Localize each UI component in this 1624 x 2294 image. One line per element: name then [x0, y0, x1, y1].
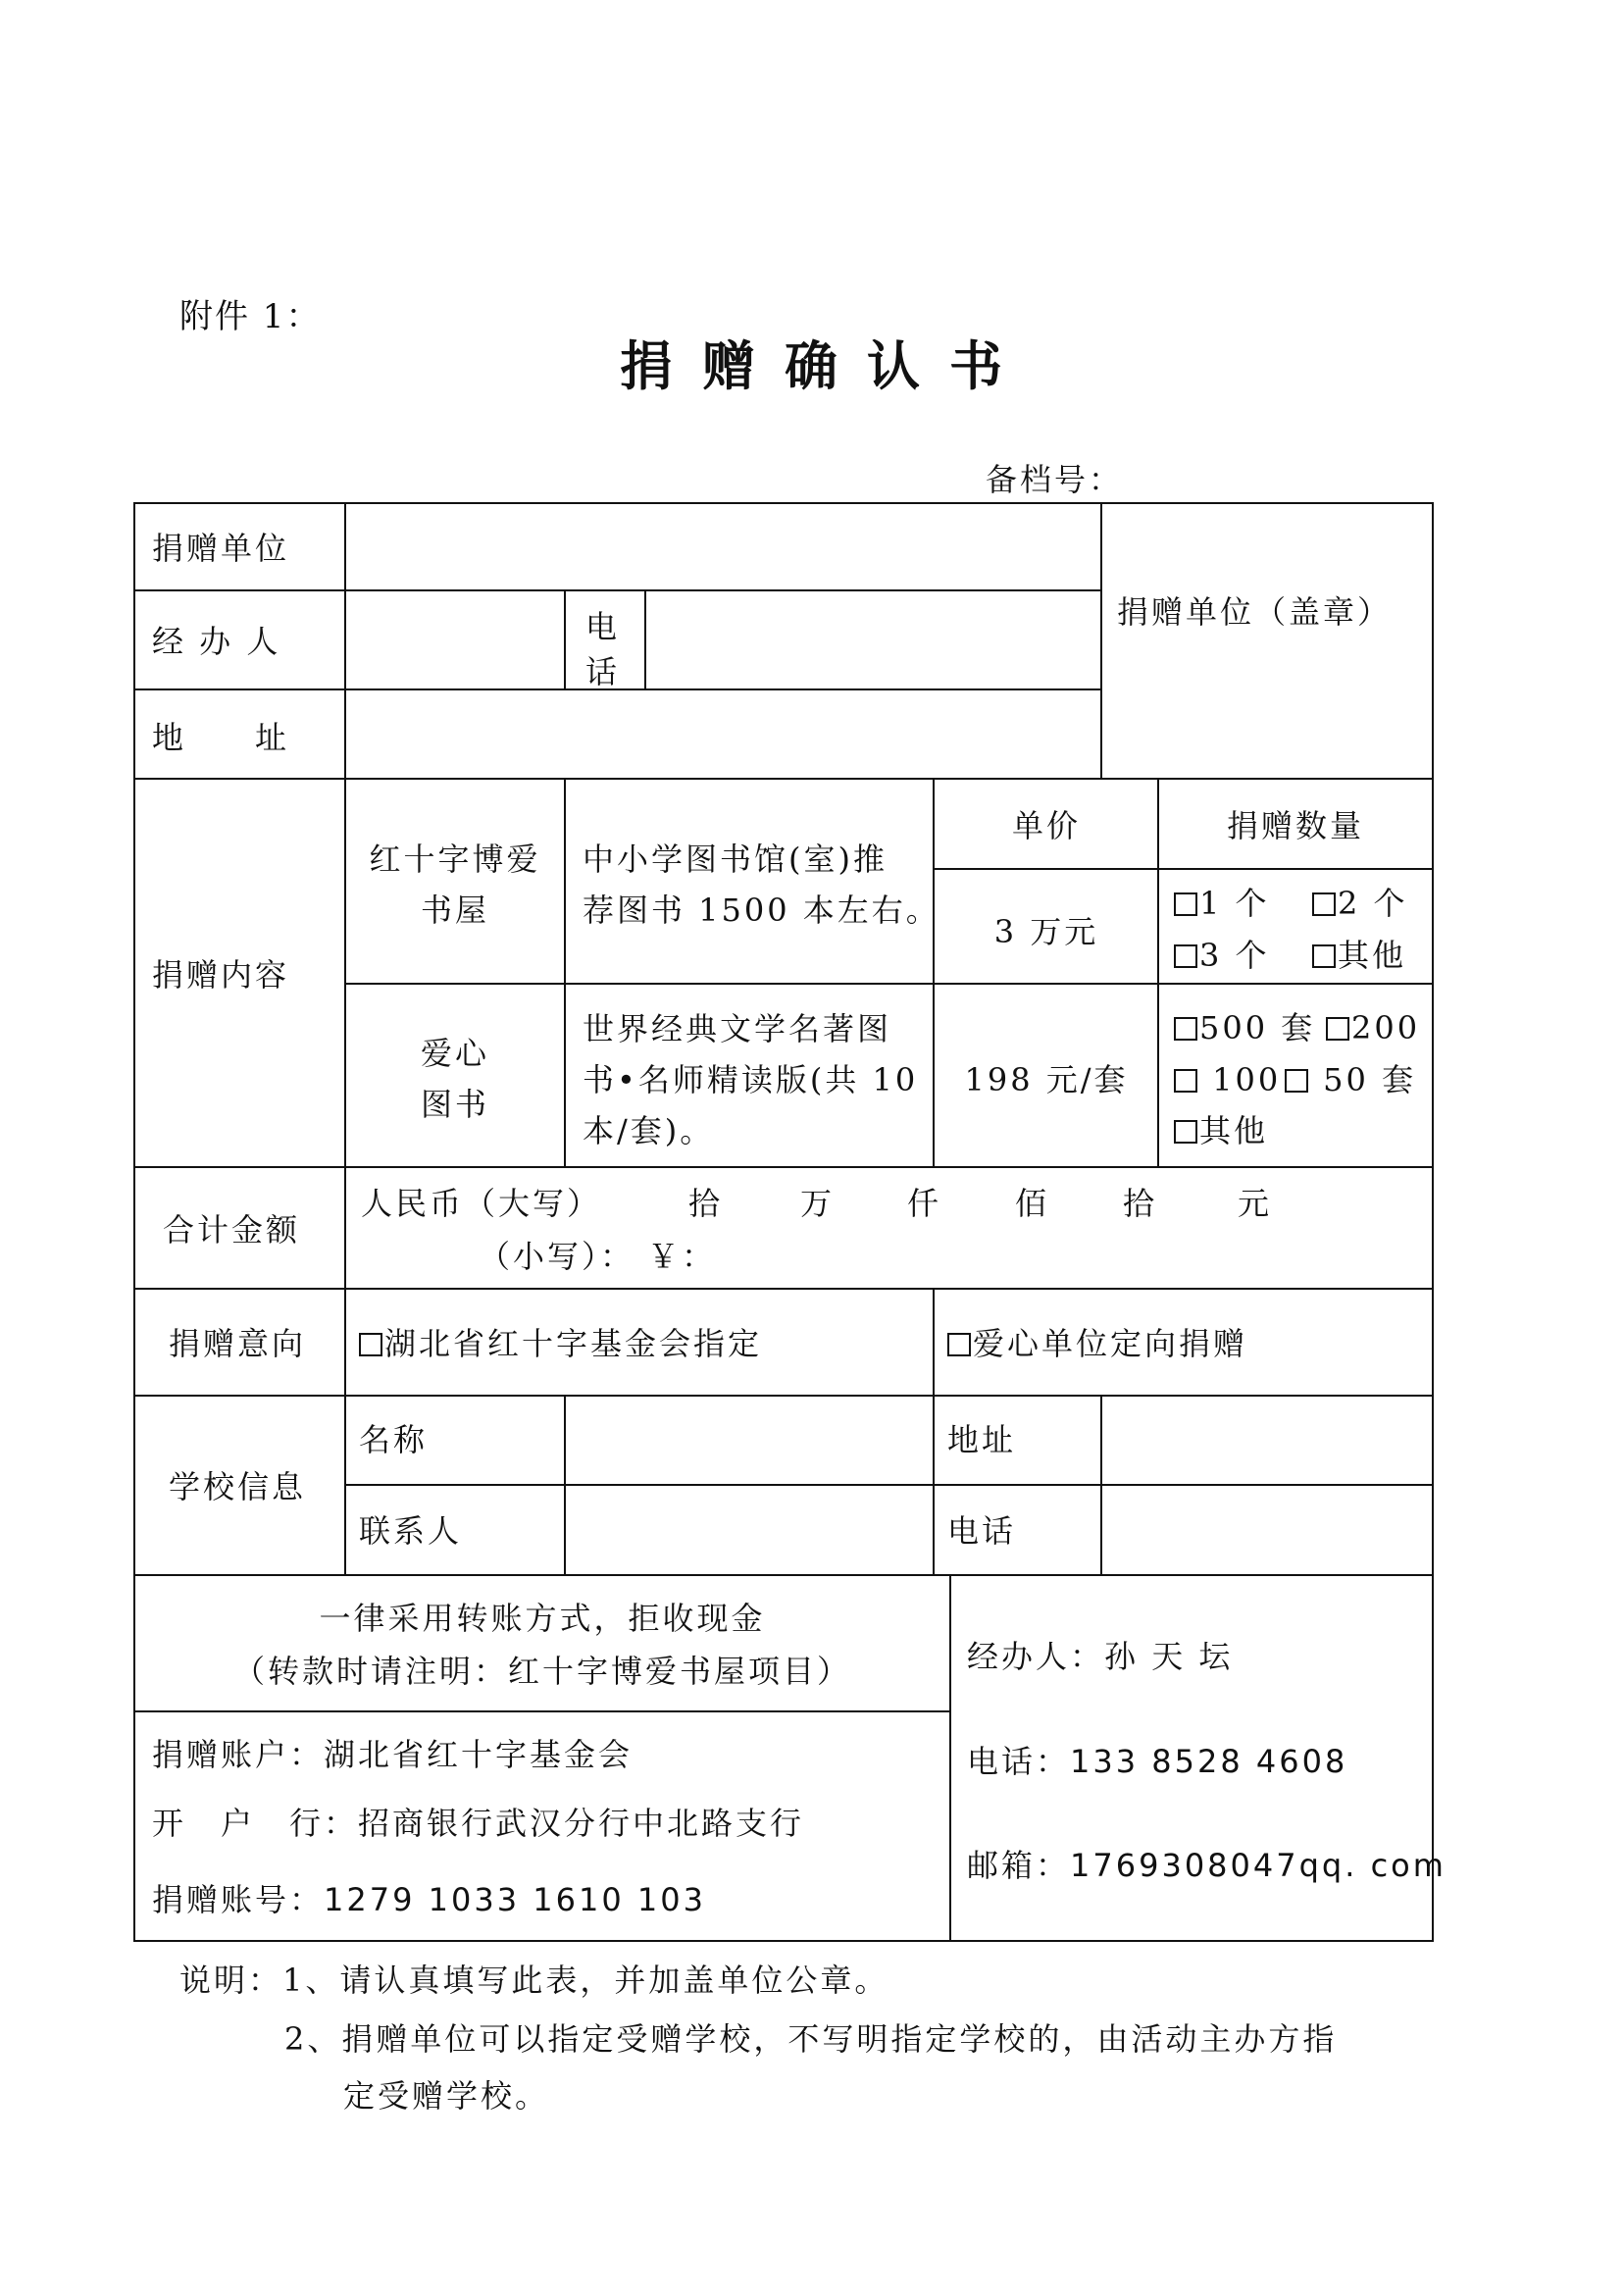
item2-desc-line1: 世界经典文学名著图	[583, 1010, 892, 1047]
donor-phone-field[interactable]	[647, 592, 1099, 688]
school-name-label: 名称	[359, 1421, 429, 1458]
intent-label: 捐赠意向	[169, 1325, 307, 1362]
contact-phone: 133 8528 4608	[1070, 1743, 1348, 1780]
checkbox-icon	[1326, 1017, 1349, 1041]
address-label: 地 址	[152, 719, 290, 756]
donor-phone-label: 电话	[585, 608, 621, 690]
checkbox-icon	[359, 1333, 382, 1356]
unit-bai: 佰	[1015, 1185, 1050, 1222]
account-no: 1279 1033 1610 103	[324, 1881, 706, 1918]
item2-opt-200-label: 200	[1351, 1009, 1421, 1046]
checkbox-icon	[947, 1333, 971, 1356]
note-line3: 定受赠学校。	[343, 2077, 550, 2115]
item1-opt-1[interactable]	[1174, 885, 1270, 922]
item1-opt-3-label: 3 个	[1199, 937, 1270, 974]
item2-opt-500[interactable]	[1174, 1009, 1316, 1046]
title-char: 书	[949, 334, 1004, 397]
item1-price: 3 万元	[993, 913, 1099, 950]
item1-desc-line1: 中小学图书馆(室)推	[583, 841, 888, 878]
checkbox-icon	[1174, 1017, 1197, 1041]
note-line2: 2、捐赠单位可以指定受赠学校，不写明指定学校的，由活动主办方指	[284, 2020, 1338, 2058]
checkbox-icon	[1312, 944, 1336, 968]
item2-opt-100[interactable]	[1174, 1061, 1282, 1098]
account-name-label: 捐赠账户：	[152, 1736, 325, 1773]
total-rmb-upper: 人民币（大写）	[361, 1185, 602, 1222]
item2-opt-100-label: 100	[1199, 1061, 1282, 1098]
item2-desc-line3: 本/套)。	[583, 1112, 715, 1149]
donor-unit-label: 捐赠单位	[152, 530, 290, 567]
unit-shi: 拾	[1123, 1185, 1158, 1222]
account-no-label: 捐赠账号：	[152, 1881, 325, 1918]
title-char: 捐	[620, 334, 675, 397]
item2-opt-500-label: 500 套	[1199, 1009, 1316, 1046]
contact-email: 1769308047qq. com	[1070, 1847, 1446, 1884]
contact-handler-name: 孙 天 坛	[1104, 1638, 1234, 1675]
title-char: 确	[785, 334, 839, 397]
title-char: 赠	[702, 334, 757, 397]
item2-desc-line2: 书•名师精读版(共 10	[583, 1061, 919, 1098]
item2-opt-200[interactable]	[1326, 1009, 1421, 1046]
address-field[interactable]	[347, 691, 1099, 777]
item2-name-line2: 图书	[420, 1086, 489, 1123]
quantity-header: 捐赠数量	[1226, 807, 1364, 844]
transfer-note-line2: （转款时请注明：红十字博爱书屋项目）	[232, 1653, 851, 1690]
contact-handler-row	[967, 1638, 1234, 1675]
school-contact-field[interactable]	[567, 1487, 932, 1573]
contact-phone-row	[967, 1743, 1348, 1780]
intent-opt-foundation[interactable]	[359, 1325, 763, 1362]
item1-opt-1-label: 1 个	[1199, 885, 1270, 922]
account-name-row	[152, 1736, 634, 1773]
item1-name-line1: 红十字博爱	[369, 841, 541, 878]
school-phone-field[interactable]	[1103, 1487, 1431, 1573]
school-contact-label: 联系人	[359, 1512, 463, 1550]
checkbox-icon	[1174, 1069, 1197, 1093]
school-address-label: 地址	[947, 1421, 1017, 1458]
account-no-row	[152, 1881, 706, 1918]
item1-name-line2: 书屋	[420, 892, 489, 929]
contact-email-label: 邮箱：	[967, 1847, 1071, 1884]
unit-shi-wan: 拾	[688, 1185, 724, 1222]
account-name: 湖北省红十字基金会	[324, 1736, 634, 1773]
checkbox-icon	[1174, 1120, 1197, 1144]
school-address-field[interactable]	[1103, 1398, 1431, 1483]
item1-opt-3[interactable]	[1174, 937, 1270, 974]
bank-label: 开 户 行：	[152, 1805, 359, 1842]
seal-label: 捐赠单位（盖章）	[1117, 593, 1393, 631]
handler-label: 经 办 人	[152, 623, 281, 660]
unit-qian: 仟	[907, 1185, 942, 1222]
title-char: 认	[867, 334, 922, 397]
intent-opt-directed[interactable]	[947, 1325, 1248, 1362]
bank-name: 招商银行武汉分行中北路支行	[358, 1805, 805, 1842]
checkbox-icon	[1285, 1069, 1308, 1093]
item1-opt-2-label: 2 个	[1338, 885, 1408, 922]
checkbox-icon	[1312, 892, 1336, 916]
item1-opt-other[interactable]	[1312, 937, 1407, 974]
donor-unit-field[interactable]	[347, 505, 1099, 588]
school-label: 学校信息	[169, 1468, 307, 1505]
item2-opt-50[interactable]	[1285, 1061, 1417, 1098]
attachment-label: 附件 1：	[179, 297, 322, 336]
contact-phone-label: 电话：	[967, 1743, 1071, 1780]
filing-number-label: 备档号：	[986, 461, 1124, 498]
item1-desc-line2: 荐图书 1500 本左右。	[583, 892, 940, 929]
checkbox-icon	[1174, 944, 1197, 968]
unit-wan: 万	[800, 1185, 836, 1222]
contact-handler-label: 经办人：	[967, 1638, 1105, 1675]
school-phone-label: 电话	[947, 1512, 1017, 1550]
contact-email-row	[967, 1847, 1446, 1884]
total-label: 合计金额	[163, 1211, 301, 1249]
item1-opt-other-label: 其他	[1338, 937, 1407, 974]
bank-row	[152, 1805, 805, 1842]
handler-field[interactable]	[347, 592, 563, 688]
school-name-field[interactable]	[567, 1398, 932, 1483]
content-label: 捐赠内容	[152, 956, 290, 994]
item2-opt-other-label: 其他	[1199, 1112, 1269, 1149]
note-line1: 说明：1、请认真填写此表，并加盖单位公章。	[179, 1962, 889, 1999]
item2-name-line1: 爱心	[420, 1035, 489, 1072]
intent-opt-foundation-label: 湖北省红十字基金会指定	[384, 1325, 763, 1362]
item2-price: 198 元/套	[964, 1061, 1129, 1098]
item2-opt-other[interactable]	[1174, 1112, 1269, 1149]
total-lower: （小写）： ￥：	[479, 1238, 717, 1275]
unit-yuan: 元	[1238, 1185, 1273, 1222]
item1-opt-2[interactable]	[1312, 885, 1408, 922]
intent-opt-directed-label: 爱心单位定向捐赠	[973, 1325, 1248, 1362]
item2-opt-50-label: 50 套	[1310, 1061, 1417, 1098]
price-header: 单价	[1011, 807, 1081, 844]
checkbox-icon	[1174, 892, 1197, 916]
transfer-note-line1: 一律采用转账方式，拒收现金	[319, 1600, 766, 1637]
